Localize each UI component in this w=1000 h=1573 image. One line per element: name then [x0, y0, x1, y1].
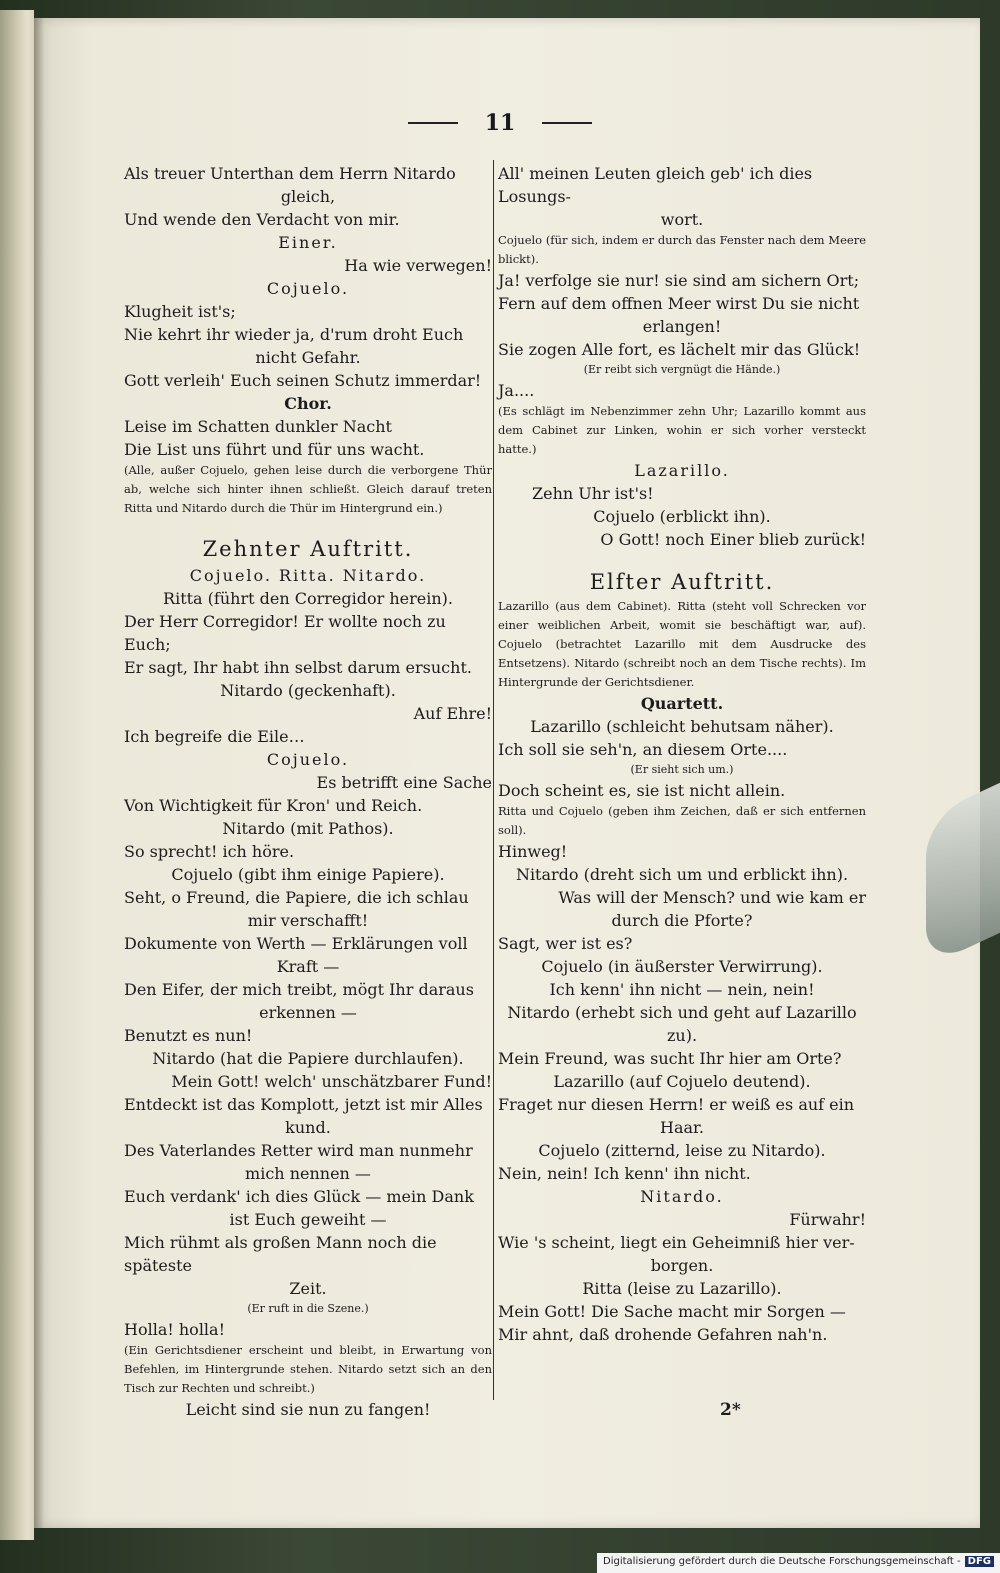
- right-column-line: Elfter Auftritt.: [589, 570, 775, 594]
- left-column-line: Auf Ehre!: [413, 704, 492, 723]
- right-column-line: Lazarillo (schleicht behutsam näher).: [530, 717, 834, 736]
- left-column-line: (Alle, außer Cojuelo, gehen leise durch die verborgene Thür ab, welche sich hinter ihnen schließt. Gleich darauf treten Ritta und Nitardo durch die Thür im Hintergrund ein.): [124, 463, 492, 515]
- left-column-line: mir verschafft!: [247, 911, 369, 930]
- right-column-line: Fraget nur diesen Herrn! er weiß es auf ein: [498, 1095, 855, 1114]
- right-column-line: Nitardo (erhebt sich und geht auf Lazarillo zu).: [507, 1003, 857, 1045]
- previous-page-edge: [0, 10, 34, 1540]
- left-column-line: ist Euch geweiht —: [229, 1210, 387, 1229]
- left-column: [124, 162, 492, 1421]
- left-column-line: Von Wichtigkeit für Kron' und Reich.: [124, 796, 423, 815]
- right-column-line: borgen.: [650, 1256, 714, 1275]
- right-column-line: (Er sieht sich um.): [630, 763, 734, 776]
- left-column-line: Zeit.: [289, 1279, 327, 1298]
- right-column: [498, 162, 866, 1346]
- right-column-line: Sie zogen Alle fort, es lächelt mir das Glück!: [498, 340, 861, 359]
- left-column-line: Ich begreife die Eile…: [124, 727, 305, 746]
- left-column-line: Holla! holla!: [124, 1320, 226, 1339]
- right-column-line: Hinweg!: [498, 842, 568, 861]
- left-column-line: erkennen —: [259, 1003, 357, 1022]
- right-column-line: Ich kenn' ihn nicht — nein, nein!: [549, 980, 815, 999]
- right-column-line: Doch scheint es, sie ist nicht allein.: [498, 781, 786, 800]
- left-column-line: Nitardo (geckenhaft).: [220, 681, 396, 700]
- left-column-line: Dokumente von Werth — Erklärungen voll: [124, 934, 468, 953]
- left-column-line: gleich,: [280, 187, 336, 206]
- left-column-line: Benutzt es nun!: [124, 1026, 253, 1045]
- footer-text: Digitalisierung gefördert durch die Deutsche Forschungsgemeinschaft -: [603, 1556, 961, 1567]
- left-column-line: mich nennen —: [245, 1164, 371, 1183]
- right-column-line: Wie 's scheint, liegt ein Geheimniß hier ver-: [498, 1233, 855, 1252]
- left-column-line: Mich rühmt als großen Mann noch die späteste: [124, 1233, 437, 1275]
- left-column-line: Cojuelo.: [266, 750, 350, 769]
- left-column-line: Und wende den Verdacht von mir.: [124, 210, 400, 229]
- right-column-line: Ritta (leise zu Lazarillo).: [582, 1279, 782, 1298]
- right-column-line: Haar.: [659, 1118, 704, 1137]
- left-column-line: Leise im Schatten dunkler Nacht: [124, 417, 392, 436]
- right-column-line: Nitardo (dreht sich um und erblickt ihn).: [515, 865, 849, 884]
- left-column-line: Leicht sind sie nun zu fangen!: [185, 1400, 431, 1419]
- left-column-line: Nitardo (hat die Papiere durchlaufen).: [152, 1049, 464, 1068]
- left-column-line: Ha wie verwegen!: [344, 256, 492, 275]
- left-column-line: Die List uns führt und für uns wacht.: [124, 440, 425, 459]
- right-column-line: (Er reibt sich vergnügt die Hände.): [583, 363, 781, 376]
- left-column-line: (Er ruft in die Szene.): [247, 1302, 369, 1315]
- left-column-line: Cojuelo. Ritta. Nitardo.: [189, 566, 427, 585]
- page-header: [0, 110, 1000, 144]
- left-column-line: Es betrifft eine Sache: [316, 773, 492, 792]
- gutter-shadow: [34, 18, 44, 1528]
- right-column-line: Lazarillo (auf Cojuelo deutend).: [553, 1072, 811, 1091]
- left-column-line: Er sagt, Ihr habt ihn selbst darum ersucht.: [124, 658, 472, 677]
- right-column-line: Cojuelo (erblickt ihn).: [593, 507, 771, 526]
- digitization-footer: [597, 1553, 1000, 1573]
- left-column-line: Gott verleih' Euch seinen Schutz immerdar!: [124, 371, 482, 390]
- right-column-line: All' meinen Leuten gleich geb' ich dies Losungs-: [498, 164, 813, 206]
- signature-mark: 2*: [720, 1400, 741, 1420]
- right-column-line: Zehn Uhr ist's!: [532, 484, 654, 503]
- left-column-line: Chor.: [284, 394, 332, 413]
- left-column-line: nicht Gefahr.: [255, 348, 361, 367]
- left-column-line: Kraft —: [276, 957, 340, 976]
- header-rule-right: [542, 122, 592, 124]
- right-column-line: Nein, nein! Ich kenn' ihn nicht.: [498, 1164, 751, 1183]
- right-column-line: Ritta und Cojuelo (geben ihm Zeichen, daß er sich entfernen soll).: [498, 804, 866, 837]
- right-column-line: Was will der Mensch? und wie kam er: [558, 888, 866, 907]
- header-rule-left: [408, 122, 458, 124]
- left-column-line: So sprecht! ich höre.: [124, 842, 295, 861]
- left-column-line: Klugheit ist's;: [124, 302, 236, 321]
- left-column-line: Nitardo (mit Pathos).: [222, 819, 394, 838]
- right-column-line: Cojuelo (für sich, indem er durch das Fenster nach dem Meere blickt).: [498, 233, 866, 266]
- right-column-line: (Es schlägt im Nebenzimmer zehn Uhr; Lazarillo kommt aus dem Cabinet zur Linken, wohin er sich vorher versteckt hatte.): [498, 404, 866, 456]
- right-column-line: Ja....: [498, 381, 535, 400]
- dfg-logo: DFG: [965, 1556, 994, 1567]
- right-column-line: Mein Gott! Die Sache macht mir Sorgen —: [498, 1302, 846, 1321]
- page-number: 11: [484, 110, 516, 136]
- left-column-line: Nie kehrt ihr wieder ja, d'rum droht Euch: [124, 325, 464, 344]
- right-column-line: Nitardo.: [640, 1187, 724, 1206]
- left-column-line: Ritta (führt den Corregidor herein).: [163, 589, 453, 608]
- right-column-line: wort.: [660, 210, 704, 229]
- right-column-line: Quartett.: [640, 694, 724, 713]
- right-column-line: Cojuelo (in äußerster Verwirrung).: [541, 957, 823, 976]
- right-column-line: Ja! verfolge sie nur! sie sind am sichern Ort;: [498, 271, 860, 290]
- left-column-line: (Ein Gerichtsdiener erscheint und bleibt, in Erwartung von Befehlen, im Hintergrunde stehen. Nitardo setzt sich an den Tisch zur Rechten und schreibt.): [124, 1343, 492, 1395]
- column-divider: [493, 160, 494, 1400]
- left-column-line: Den Eifer, der mich treibt, mögt Ihr daraus: [124, 980, 474, 999]
- right-column-line: Ich soll sie seh'n, an diesem Orte....: [498, 740, 788, 759]
- right-column-line: Fürwahr!: [789, 1210, 866, 1229]
- left-column-line: Des Vaterlandes Retter wird man nunmehr: [124, 1141, 473, 1160]
- right-column-line: Mir ahnt, daß drohende Gefahren nah'n.: [498, 1325, 828, 1344]
- left-column-line: Zehnter Auftritt.: [202, 537, 414, 561]
- left-column-line: Entdeckt ist das Komplott, jetzt ist mir Alles: [124, 1095, 483, 1114]
- right-column-line: Cojuelo (zitternd, leise zu Nitardo).: [538, 1141, 826, 1160]
- left-column-line: Der Herr Corregidor! Er wollte noch zu Euch;: [124, 612, 446, 654]
- right-column-line: Sagt, wer ist es?: [498, 934, 633, 953]
- right-column-line: Lazarillo (aus dem Cabinet). Ritta (steht voll Schrecken vor einer weiblichen Arbeit, womit sie beschäftigt war, auf). Cojuelo (betrachtet Lazarillo mit dem Ausdrucke des Entsetzens). Nitardo (schreibt noch an dem Tische rechts). Im Hintergrunde der Gerichtsdiener.: [498, 599, 866, 689]
- left-column-line: Cojuelo.: [266, 279, 350, 298]
- left-column-line: Als treuer Unterthan dem Herrn Nitardo: [124, 164, 456, 183]
- left-column-line: Cojuelo (gibt ihm einige Papiere).: [171, 865, 445, 884]
- left-column-line: Euch verdank' ich dies Glück — mein Dank: [124, 1187, 474, 1206]
- right-column-line: Fern auf dem offnen Meer wirst Du sie nicht: [498, 294, 860, 313]
- right-column-line: Lazarillo.: [634, 461, 730, 480]
- right-column-line: durch die Pforte?: [611, 911, 753, 930]
- left-column-line: Einer.: [278, 233, 338, 252]
- right-column-line: erlangen!: [642, 317, 722, 336]
- left-column-line: kund.: [285, 1118, 331, 1137]
- left-column-line: Mein Gott! welch' unschätzbarer Fund!: [171, 1072, 492, 1091]
- right-column-line: Mein Freund, was sucht Ihr hier am Orte?: [498, 1049, 842, 1068]
- left-column-line: Seht, o Freund, die Papiere, die ich schlau: [124, 888, 469, 907]
- right-column-line: O Gott! noch Einer blieb zurück!: [600, 530, 866, 549]
